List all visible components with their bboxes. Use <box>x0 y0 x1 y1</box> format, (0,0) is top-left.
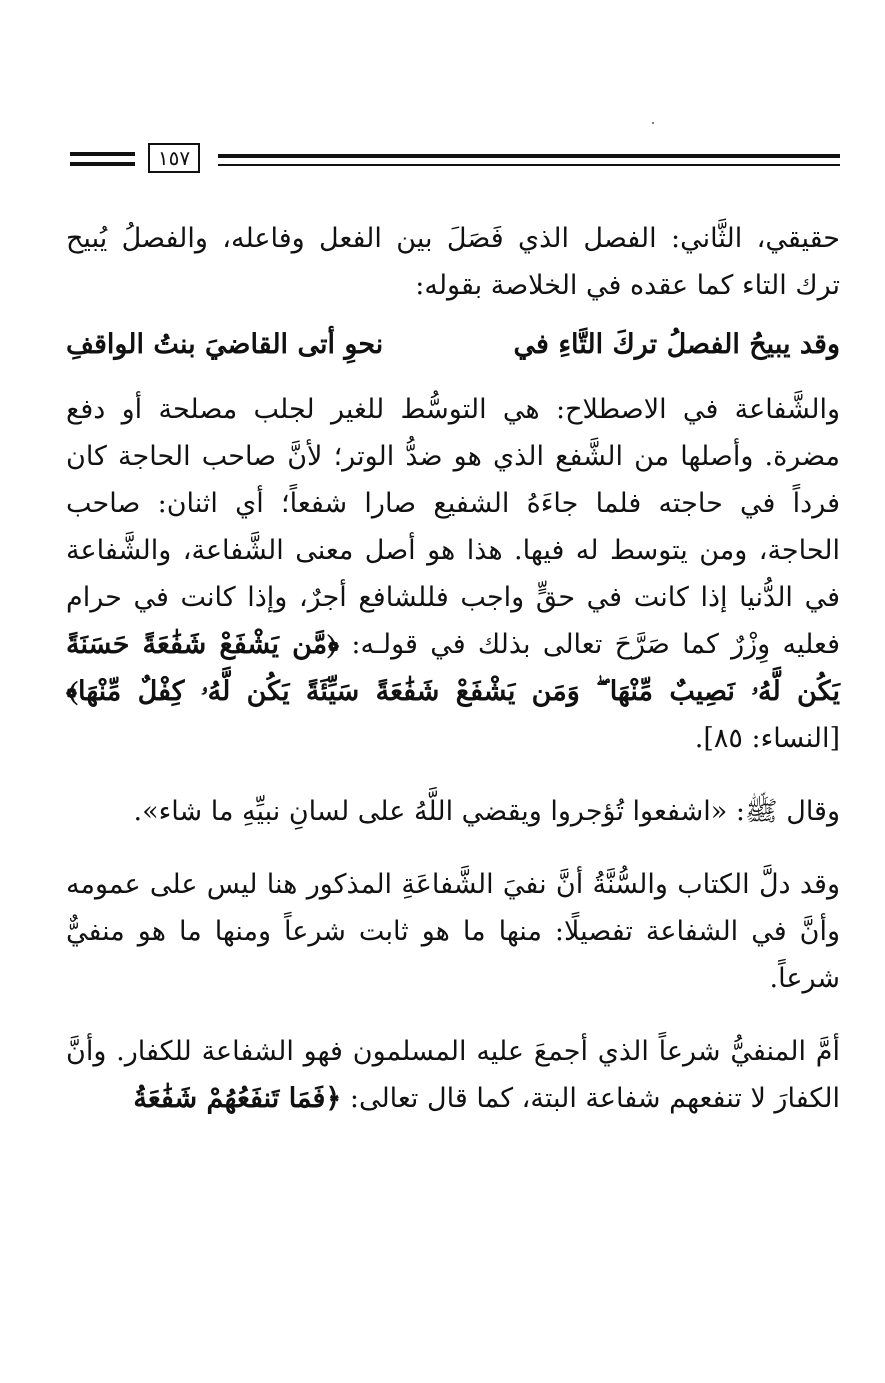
poetry-verse <box>66 321 840 368</box>
speck <box>652 122 654 124</box>
paragraph <box>66 386 840 762</box>
verse-second-hemistich: نحوِ أتى القاضيَ بنتُ الواقفِ <box>66 329 384 360</box>
header-rule-left-lower <box>70 162 135 166</box>
header-rule-left <box>70 152 135 156</box>
verse-first-hemistich: وقد يبيحُ الفصلُ تركَ التَّاءِ في <box>513 329 840 360</box>
quran-reference: [النساء: ٨٥]. <box>694 723 840 754</box>
quran-quote: ﴿مَّن يَشْفَعْ شَفَٰعَةً حَسَنَةً يَكُن لَّهُۥ نَصِيبٌ مِّنْهَا ۖ وَمَن يَشْفَعْ شَفَٰعَةً سَيِّئَةً يَكُن لَّهُۥ كِفْلٌ مِّنْهَا﴾ <box>66 629 840 707</box>
paragraph: وقال ﷺ: «اشفعوا تُؤجروا ويقضي اللَّهُ على لسانِ نبيِّهِ ما شاء». <box>133 796 840 827</box>
page-header <box>70 140 840 182</box>
paragraph-text: أمَّ المنفيُّ شرعاً الذي أجمعَ عليه المسلمون فهو الشفاعة للكفار. وأنَّ الكفارَ لا تنفعهم شفاعة البتة، كما قال تعالى: <box>66 1036 840 1114</box>
paragraph <box>66 1028 840 1122</box>
page-number: ١٥٧ <box>148 143 200 173</box>
quran-quote: ﴿فَمَا تَنفَعُهُمْ شَفَٰعَةُ <box>133 1083 342 1114</box>
header-rule-right-lower <box>218 164 840 166</box>
header-rule-right <box>218 154 840 158</box>
page-body <box>66 215 840 1148</box>
paragraph: وقد دلَّ الكتاب والسُّنَّةُ أنَّ نفيَ الشَّفاعَةِ المذكور هنا ليس على عمومه وأنَّ في الشفاعة تفصيلًا: منها ما هو ثابت شرعاً ومنها ما هو منفيٌّ شرعاً. <box>66 869 840 994</box>
paragraph: حقيقي، الثَّاني: الفصل الذي فَصَلَ بين الفعل وفاعله، والفصلُ يُبيح ترك التاء كما عقده في الخلاصة بقوله: <box>66 223 840 301</box>
paragraph-text: والشَّفاعة في الاصطلاح: هي التوسُّط للغير لجلب مصلحة أو دفع مضرة. وأصلها من الشَّفع الذي هو ضدُّ الوتر؛ لأنَّ صاحب الحاجة كان فرداً في حاجته فلما جاءَهُ الشفيع صارا شفعاً؛ أي اثنان: صاحب الحاجة، ومن يتوسط له فيها. هذا هو أصل معنى الشَّفاعة، والشَّفاعة في الدُّنيا إذا كانت في حقٍّ واجب فللشافع أجرٌ، وإذا كانت في حرام فعليه وِزْرٌ كما صَرَّحَ تعالى بذلك في قولـه: <box>66 394 841 660</box>
